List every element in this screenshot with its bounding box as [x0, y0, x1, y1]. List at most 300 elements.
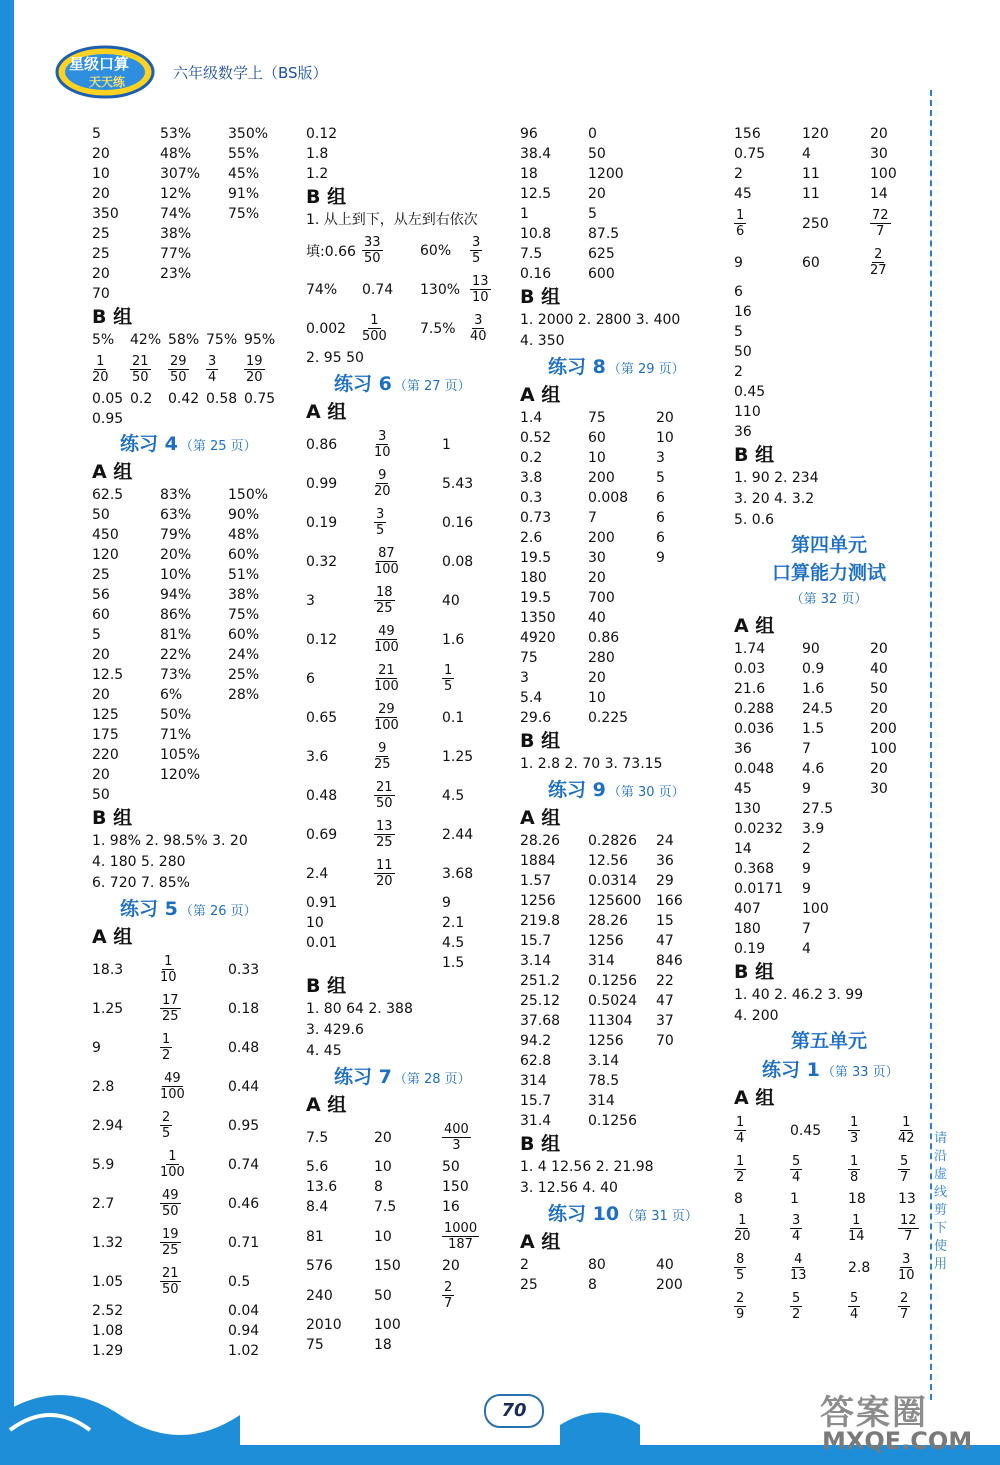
numerator: 400: [444, 1122, 469, 1137]
answer-row: [734, 342, 924, 362]
numerator: 87: [378, 546, 395, 561]
answer-cell: 0.08: [442, 553, 474, 570]
answer-cell: [734, 1150, 746, 1189]
answer-cell: 0.45: [734, 384, 766, 400]
numerator: 3: [378, 429, 387, 444]
answer-cell: 0.048: [734, 761, 775, 777]
answer-cell: 0: [588, 126, 597, 142]
numerator: 2: [900, 1291, 909, 1306]
answer-cell: 2.52: [92, 1303, 124, 1319]
answer-cell: [442, 1118, 471, 1157]
page-reference: （第 32 页）: [790, 592, 868, 607]
answer-cell: 156: [734, 126, 761, 142]
answer-cell: 60%: [228, 627, 260, 643]
page-reference: （第 26 页）: [179, 904, 257, 919]
page-reference: （第 27 页）: [393, 379, 471, 394]
page-number: 70: [484, 1394, 544, 1428]
answer-cell: [374, 464, 391, 503]
answer-cell: 48%: [160, 146, 192, 162]
answer-cell: 11304: [588, 1013, 633, 1029]
answer-row: [306, 1197, 506, 1217]
answer-cell: 12.56: [588, 853, 629, 869]
numerator: 1: [736, 208, 745, 223]
answer-column-4: [734, 124, 924, 1326]
answer-cell: 0.69: [306, 826, 338, 843]
answer-cell: 78.5: [588, 1073, 620, 1089]
answer-row: [734, 859, 924, 879]
answer-cell: 1200: [588, 166, 624, 182]
answer-cell: [848, 1150, 860, 1189]
answer-cell: [160, 1184, 181, 1223]
denominator: 20: [374, 484, 391, 499]
fraction: [898, 1115, 915, 1146]
answer-cell: 2.8: [848, 1259, 871, 1276]
answer-cell: 75%: [206, 332, 238, 348]
answer-row: [734, 699, 924, 719]
answer-cell: 200: [588, 470, 615, 486]
numerator: 1: [736, 1115, 745, 1130]
answer-cell: 180: [734, 921, 761, 937]
answer-cell: [734, 204, 746, 243]
answer-cell: 50%: [160, 707, 192, 723]
answer-cell: 1.05: [92, 1273, 124, 1290]
answer-row: [520, 891, 720, 911]
answer-cell: 0.73: [520, 510, 552, 526]
numerator: 5: [792, 1291, 801, 1306]
answer-cell: 0.45: [790, 1122, 822, 1139]
answer-cell: 74%: [160, 206, 192, 222]
answer-cell: [160, 1223, 181, 1262]
answer-row: [92, 645, 292, 665]
numerator: 3: [902, 1252, 911, 1267]
group-heading: A 组: [520, 384, 561, 406]
fraction: [374, 702, 399, 733]
answer-cell: 6: [734, 284, 743, 300]
denominator: 50: [162, 1282, 179, 1297]
answer-row: [734, 422, 924, 442]
fraction: [898, 1252, 915, 1283]
answer-cell: 120: [92, 547, 119, 563]
answer-row: [520, 448, 720, 468]
fraction: [898, 1154, 910, 1185]
answer-cell: 0.19: [734, 941, 766, 957]
answer-cell: 12.5: [92, 667, 124, 683]
answer-cell: 0.12: [306, 126, 338, 142]
fraction: [790, 1252, 807, 1283]
answer-cell: 0.33: [228, 961, 260, 978]
answer-cell: 20: [870, 641, 888, 657]
answer-cell: 10: [92, 166, 110, 182]
answer-cell: 1256: [520, 893, 556, 909]
answer-cell: 0.036: [734, 721, 775, 737]
answer-row: [734, 1150, 924, 1189]
answer-row: [520, 588, 720, 608]
answer-cell: [374, 542, 399, 581]
group-heading: A 组: [734, 1087, 775, 1109]
answer-cell: 45: [734, 781, 752, 797]
answer-cell: [790, 1287, 802, 1326]
answer-cell: 0.75: [244, 391, 276, 407]
answer-cell: 120: [802, 126, 829, 142]
answer-cell: 200: [870, 721, 897, 737]
answer-cell: 4: [802, 941, 811, 957]
answer-cell: [160, 1067, 185, 1106]
answer-cell: 38.4: [520, 146, 552, 162]
unit-heading: 口算能力测试: [771, 562, 886, 584]
fraction: [848, 1115, 860, 1146]
answer-row: [734, 779, 924, 799]
denominator: 25: [376, 601, 393, 616]
exercise-title: 练习 5: [120, 898, 178, 920]
answer-cell: [470, 231, 482, 270]
answer-row: [734, 1248, 924, 1287]
answer-cell: 1.2: [306, 166, 329, 182]
answer-cell: 1.74: [734, 641, 766, 657]
answer-cell: 10: [374, 1228, 392, 1245]
logo-text-line1: 星级口算: [69, 55, 130, 73]
answer-cell: 63%: [160, 507, 192, 523]
exercise-title: 练习 1: [762, 1059, 820, 1081]
answer-cell: 11: [802, 166, 820, 182]
answer-line: 1. 40 2. 46.2 3. 99: [734, 987, 864, 1003]
denominator: 4: [792, 1170, 801, 1185]
answer-cell: 125600: [588, 893, 642, 909]
fraction: [160, 1188, 181, 1219]
answer-cell: 40: [870, 661, 888, 677]
answer-row: [92, 545, 292, 565]
answer-row: [306, 425, 506, 464]
numerator: 19: [162, 1227, 179, 1242]
answer-row: [306, 1177, 506, 1197]
answer-cell: 11: [802, 186, 820, 202]
answer-cell: 填:0.66: [306, 243, 356, 260]
answer-row: [520, 264, 720, 284]
answer-row: [734, 719, 924, 739]
group-heading: A 组: [520, 807, 561, 829]
answer-cell: 18.3: [92, 961, 124, 978]
answer-cell: 5: [588, 206, 597, 222]
answer-cell: 0.1: [442, 709, 465, 726]
answer-row: [306, 542, 506, 581]
group-heading: B 组: [734, 961, 775, 983]
answer-cell: 18: [520, 166, 538, 182]
answer-row: [92, 725, 292, 745]
answer-row: [306, 1217, 506, 1256]
answer-cell: 30: [870, 781, 888, 797]
answer-cell: 280: [588, 650, 615, 666]
answer-row: [734, 679, 924, 699]
answer-row: [520, 951, 720, 971]
denominator: 27: [870, 263, 887, 278]
answer-row: [306, 464, 506, 503]
answer-cell: 25.12: [520, 993, 561, 1009]
denominator: 50: [364, 251, 381, 266]
answer-cell: 3.8: [520, 470, 543, 486]
answer-cell: 130: [734, 801, 761, 817]
answer-cell: 15.7: [520, 1093, 552, 1109]
fraction: [470, 274, 491, 305]
answer-row: [734, 1287, 924, 1326]
numerator: 1: [370, 313, 379, 328]
fraction: [374, 663, 399, 694]
answer-cell: 4.6: [802, 761, 825, 777]
answer-line: 3. 20 4. 3.2: [734, 491, 815, 507]
answer-line: 4. 45: [306, 1043, 342, 1059]
answer-cell: 0.75: [734, 146, 766, 162]
numerator: 4: [794, 1252, 803, 1267]
fraction: [362, 313, 387, 344]
answer-cell: 95%: [244, 332, 276, 348]
answer-row: [520, 628, 720, 648]
answer-cell: [92, 350, 109, 389]
answer-cell: 100: [374, 1317, 401, 1333]
answer-cell: [374, 620, 399, 659]
answer-row: [92, 705, 292, 725]
answer-row: [520, 244, 720, 264]
answer-row: [520, 468, 720, 488]
answer-cell: 10: [374, 1159, 392, 1175]
denominator: 42: [898, 1131, 915, 1146]
answer-cell: 846: [656, 953, 683, 969]
answer-cell: 2010: [306, 1317, 342, 1333]
answer-cell: 450: [92, 527, 119, 543]
answer-cell: [374, 659, 399, 698]
answer-cell: [442, 659, 454, 698]
group-heading: B 组: [92, 306, 133, 328]
answer-cell: 700: [588, 590, 615, 606]
answer-cell: 5: [92, 627, 101, 643]
answer-row: [306, 1157, 506, 1177]
numerator: 2: [162, 1110, 171, 1125]
answer-cell: 7.5%: [420, 320, 456, 337]
fraction: [92, 354, 109, 385]
answer-cell: 60%: [228, 547, 260, 563]
answer-cell: 94.2: [520, 1033, 552, 1049]
answer-row: [306, 144, 506, 164]
answer-cell: [734, 1287, 746, 1326]
answer-row: [92, 1301, 292, 1321]
answer-cell: 150%: [228, 487, 269, 503]
answer-column-1: [92, 124, 292, 1361]
answer-cell: 105%: [160, 747, 201, 763]
answer-cell: 2: [520, 1257, 529, 1273]
answer-cell: [374, 698, 399, 737]
answer-row: [734, 899, 924, 919]
answer-cell: 2.94: [92, 1117, 124, 1134]
answer-row: [734, 939, 924, 959]
cut-line: [930, 90, 932, 1400]
exercise-heading: [520, 352, 720, 382]
answer-cell: 20: [442, 1258, 460, 1274]
answer-cell: 9: [656, 550, 665, 566]
answer-cell: 3: [306, 592, 315, 609]
answer-cell: 314: [520, 1073, 547, 1089]
numerator: 1: [162, 1032, 171, 1047]
answer-cell: 7.5: [306, 1129, 329, 1146]
denominator: 5: [472, 251, 481, 266]
answer-cell: [374, 815, 395, 854]
fraction: [130, 354, 151, 385]
answer-row: [306, 698, 506, 737]
answer-cell: [734, 1111, 746, 1150]
group-heading: B 组: [520, 286, 561, 308]
answer-cell: 1256: [588, 1033, 624, 1049]
denominator: 7: [904, 1229, 913, 1244]
answer-cell: 90%: [228, 507, 260, 523]
answer-cell: [898, 1111, 915, 1150]
answer-row: [734, 1189, 924, 1209]
answer-cell: 1350: [520, 610, 556, 626]
numerator: 3: [376, 507, 385, 522]
answer-cell: 0.2: [520, 450, 543, 466]
exercise-title: 练习 4: [120, 433, 178, 455]
answer-cell: 50: [374, 1287, 392, 1304]
numerator: 2: [444, 1280, 453, 1295]
answer-row: [92, 184, 292, 204]
denominator: 50: [132, 370, 149, 385]
answer-cell: 2.7: [92, 1195, 115, 1212]
answer-cell: 22: [656, 973, 674, 989]
fraction: [160, 1149, 185, 1180]
numerator: 3: [208, 354, 217, 369]
answer-cell: 1.29: [92, 1343, 124, 1359]
answer-row: [306, 913, 506, 933]
answer-cell: 13: [898, 1191, 916, 1207]
denominator: 7: [876, 224, 885, 239]
answer-cell: 75: [520, 650, 538, 666]
answer-row: [520, 608, 720, 628]
answer-cell: [130, 350, 151, 389]
answer-cell: 29: [656, 873, 674, 889]
exercise-heading: [520, 775, 720, 805]
answer-cell: 20: [92, 687, 110, 703]
answer-cell: [160, 1262, 181, 1301]
answer-cell: 20: [92, 146, 110, 162]
answer-cell: 1.6: [802, 681, 825, 697]
answer-cell: 24: [656, 833, 674, 849]
answer-row: [520, 1255, 720, 1275]
answer-cell: 20: [870, 701, 888, 717]
answer-cell: 36: [734, 424, 752, 440]
answer-column-3: [520, 124, 720, 1295]
answer-cell: 0.44: [228, 1078, 260, 1095]
answer-cell: 0.58: [206, 391, 238, 407]
answer-row: [734, 1111, 924, 1150]
answer-row: [520, 1275, 720, 1295]
answer-cell: 0.32: [306, 553, 338, 570]
answer-cell: 3: [656, 450, 665, 466]
answer-row: [520, 1091, 720, 1111]
group-heading: A 组: [306, 401, 347, 423]
answer-cell: 20: [656, 410, 674, 426]
answer-cell: 38%: [228, 587, 260, 603]
answer-row: [92, 665, 292, 685]
answer-cell: 20: [588, 570, 606, 586]
answer-row: [92, 745, 292, 765]
answer-row: [520, 1111, 720, 1131]
answer-cell: 22%: [160, 647, 192, 663]
answer-cell: 7: [588, 510, 597, 526]
cut-instruction: 请沿虚线剪下使用: [934, 1131, 948, 1272]
answer-row: [520, 1011, 720, 1031]
answer-row: [520, 708, 720, 728]
denominator: 7: [444, 1296, 453, 1311]
answer-cell: 0.12: [306, 631, 338, 648]
denominator: 20: [734, 1229, 751, 1244]
answer-cell: 16: [442, 1199, 460, 1215]
answer-cell: 2.8: [92, 1078, 115, 1095]
answer-cell: 2.4: [306, 865, 329, 882]
answer-line: 1. 90 2. 234: [734, 470, 819, 486]
answer-cell: [848, 1111, 860, 1150]
answer-cell: 50: [588, 146, 606, 162]
answer-cell: 45%: [228, 166, 260, 182]
answer-cell: 18: [848, 1191, 866, 1207]
exercise-heading: [520, 1199, 720, 1229]
fraction: [160, 1032, 172, 1063]
fraction: [734, 208, 746, 239]
answer-cell: 20: [588, 670, 606, 686]
answer-cell: 86%: [160, 607, 192, 623]
numerator: 3: [474, 313, 483, 328]
answer-cell: 20: [92, 767, 110, 783]
answer-cell: 7: [802, 921, 811, 937]
answer-cell: 60: [588, 430, 606, 446]
exercise-title: 练习 6: [334, 373, 392, 395]
numerator: 1: [164, 954, 173, 969]
answer-cell: 150: [374, 1258, 401, 1274]
answer-row: [520, 871, 720, 891]
numerator: 1: [96, 354, 105, 369]
answer-cell: 0.01: [306, 935, 338, 951]
answer-cell: 6: [306, 670, 315, 687]
answer-row: [520, 1071, 720, 1091]
denominator: 2: [736, 1170, 745, 1185]
answer-cell: 81%: [160, 627, 192, 643]
fraction: [168, 354, 189, 385]
answer-cell: 166: [656, 893, 683, 909]
answer-cell: 20: [870, 126, 888, 142]
answer-cell: 73%: [160, 667, 192, 683]
logo-text-line2: 天天练: [89, 75, 126, 89]
answer-cell: 94%: [160, 587, 192, 603]
numerator: 3: [472, 235, 481, 250]
answer-cell: 10: [656, 430, 674, 446]
fraction: [790, 1154, 802, 1185]
fraction: [374, 741, 391, 772]
answer-cell: 1: [442, 436, 451, 453]
answer-cell: [168, 350, 189, 389]
answer-cell: 307%: [160, 166, 201, 182]
answer-cell: 81: [306, 1228, 324, 1245]
answer-cell: 1: [790, 1191, 799, 1207]
answer-cell: 125: [92, 707, 119, 723]
answer-cell: 0.18: [228, 1000, 260, 1017]
answer-cell: 0.002: [306, 320, 347, 337]
answer-cell: [160, 950, 177, 989]
answer-row: [92, 1223, 292, 1262]
group-heading: B 组: [306, 186, 347, 208]
answer-cell: 3.14: [520, 953, 552, 969]
answer-cell: 1.8: [306, 146, 329, 162]
answer-cell: [374, 581, 395, 620]
numerator: 1: [850, 1154, 859, 1169]
answer-cell: 31.4: [520, 1113, 552, 1129]
numerator: 2: [736, 1291, 745, 1306]
answer-cell: 251.2: [520, 973, 561, 989]
answer-row: [734, 124, 924, 144]
answer-row: [306, 620, 506, 659]
